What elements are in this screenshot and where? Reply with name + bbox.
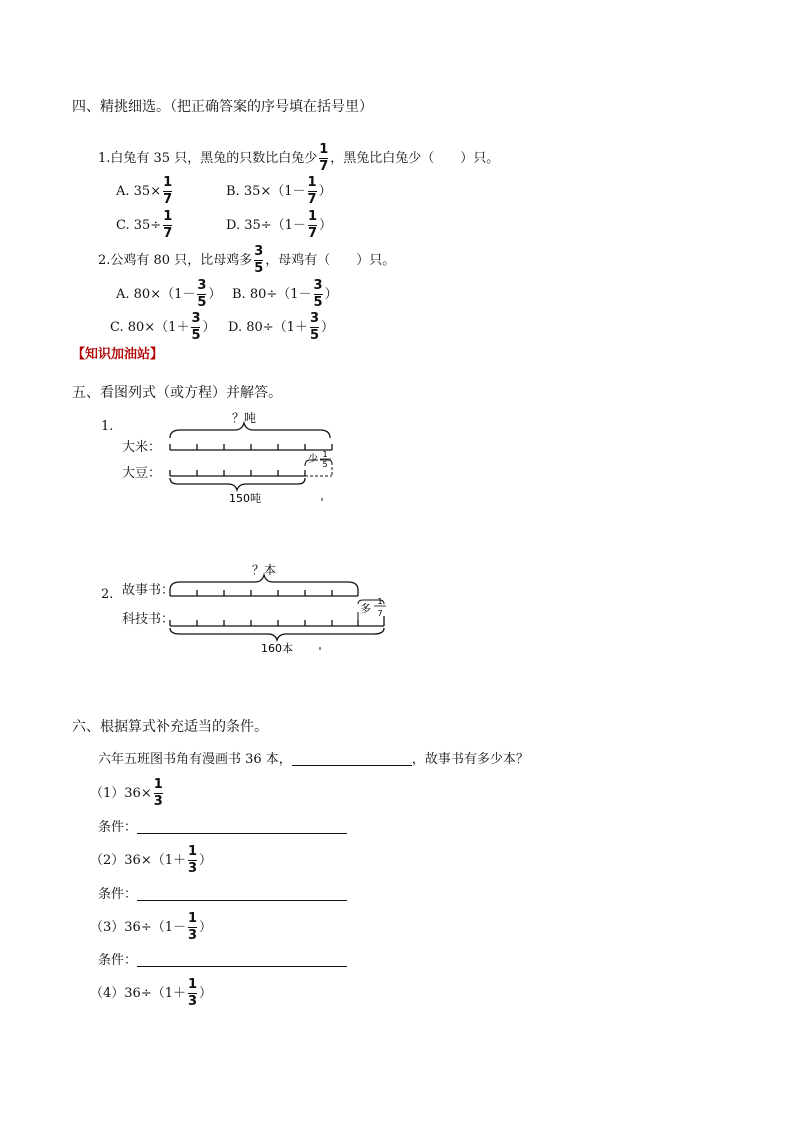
diff-frac-num: 1: [377, 597, 383, 606]
bottom-label: 150吨: [229, 492, 261, 505]
row1-ticks: [170, 444, 332, 450]
fraction: $\frac{1}{7}$: [319, 142, 329, 174]
diagram-2-row1-label: 故事书：: [122, 583, 175, 598]
fraction: $\frac{3}{5}$: [191, 311, 201, 343]
condition-3: 条件：: [98, 953, 347, 967]
row2-ticks: [170, 470, 305, 476]
expression-1: （1）36× $\frac{1}{3}$: [90, 777, 163, 809]
fraction: $\frac{3}{5}$: [197, 278, 207, 310]
top-label: ？吨: [231, 411, 257, 425]
fraction: $\frac{1}{7}$: [163, 175, 173, 207]
question-2-text: 2.公鸡有 80 只，比母鸡多: [98, 252, 253, 268]
expression-4: （4）36÷（1＋ $\frac{1}{3}$ ）: [90, 977, 213, 1009]
top-brace: [170, 575, 358, 590]
fraction: $\frac{1}{3}$: [153, 777, 163, 809]
condition-1-blank[interactable]: [137, 820, 347, 834]
diff-frac-den: 5: [322, 460, 328, 469]
option-2a[interactable]: A. 80×（1－ $\frac{3}{5}$ ）: [116, 278, 222, 310]
question-1-text: 1.白兔有 35 只，黑兔的只数比白兔少: [98, 150, 318, 166]
option-2c[interactable]: C. 80×（1＋ $\frac{3}{5}$ ）: [110, 311, 216, 343]
diagram-1-row2-label: 大豆：: [122, 466, 162, 481]
top-brace: [170, 423, 330, 438]
fraction: $\frac{3}{5}$: [313, 278, 323, 310]
bottom-brace: [170, 628, 384, 640]
fraction: $\frac{3}{5}$: [254, 244, 264, 276]
fraction: $\frac{1}{3}$: [187, 844, 198, 876]
expression-2: （2）36×（1＋ $\frac{1}{3}$ ）: [90, 844, 213, 876]
fraction: $\frac{1}{7}$: [163, 209, 173, 241]
option-1c[interactable]: C. 35÷ $\frac{1}{7}$: [116, 209, 173, 241]
diff-word: 少: [308, 454, 318, 465]
diff-frac-den: 7: [377, 609, 383, 618]
fraction: $\frac{1}{7}$: [307, 175, 317, 207]
row1-ticks: [170, 590, 358, 596]
fraction: $\frac{3}{5}$: [309, 311, 319, 343]
expression-3: （3）36÷（1－ $\frac{1}{3}$ ）: [90, 911, 213, 943]
intro-blank[interactable]: [292, 752, 412, 766]
option-1a[interactable]: A. 35× $\frac{1}{7}$: [116, 175, 173, 207]
bottom-brace: [170, 478, 305, 490]
fraction: $\frac{1}{7}$: [307, 209, 317, 241]
diagram-1-number: 1.: [101, 419, 114, 434]
diff-frac-num: 1: [322, 450, 328, 459]
fraction: $\frac{1}{3}$: [187, 977, 198, 1009]
fraction: $\frac{1}{3}$: [187, 911, 198, 943]
section6-intro: 六年五班图书角有漫画书 36 本， ，故事书有多少本？: [98, 751, 529, 767]
question-1: [98, 143, 499, 173]
option-1d[interactable]: D. 35÷（1－ $\frac{1}{7}$ ）: [226, 209, 332, 241]
condition-3-blank[interactable]: [137, 953, 347, 967]
section4-heading: 四、精挑细选。（把正确答案的序号填在括号里）: [72, 99, 373, 115]
option-2b[interactable]: B. 80÷（1－ $\frac{3}{5}$ ）: [232, 278, 338, 310]
diagram-1-row1-label: 大米：: [122, 440, 162, 455]
condition-2: 条件：: [98, 887, 347, 901]
condition-2-blank[interactable]: [137, 887, 347, 901]
diagram-1: [160, 410, 360, 510]
condition-1: 条件：: [98, 820, 347, 834]
option-2d[interactable]: D. 80÷（1＋ $\frac{3}{5}$ ）: [228, 311, 334, 343]
diagram-2-row2-label: 科技书：: [122, 612, 175, 627]
diagram-2: [160, 560, 400, 660]
knowledge-tag: 【知识加油站】: [72, 347, 164, 362]
question-1-text-end: ，黑兔比白兔少（ ）只。: [330, 150, 500, 166]
bottom-label: 160本: [261, 642, 293, 655]
section6-heading: 六、根据算式补充适当的条件。: [72, 719, 268, 735]
diff-word: 多: [360, 602, 371, 615]
option-1b[interactable]: B. 35×（1－ $\frac{1}{7}$ ）: [226, 175, 332, 207]
diagram-2-number: 2.: [101, 587, 114, 602]
section5-heading: 五、看图列式（或方程）并解答。: [72, 385, 282, 401]
row2-ticks: [170, 616, 384, 626]
top-label: ？本: [251, 563, 277, 577]
question-2: [98, 245, 395, 275]
question-2-text-end: ，母鸡有（ ）只。: [265, 252, 396, 268]
